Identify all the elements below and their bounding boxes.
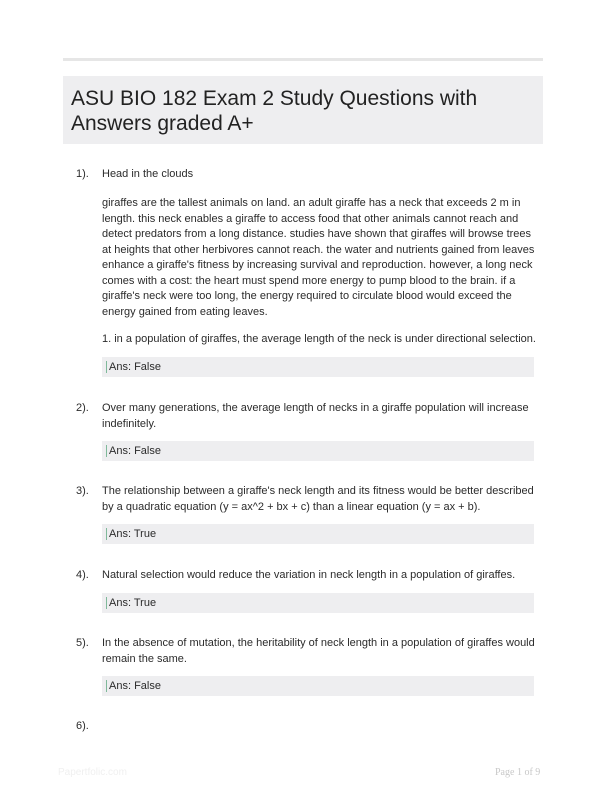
- title-banner: [63, 76, 543, 144]
- question-statement: Natural selection would reduce the variation in neck length in a population of giraffes.: [102, 569, 516, 581]
- answer-text: Ans: True: [109, 597, 157, 609]
- question-statement: Over many generations, the average length of necks in a giraffe population will increase indefinitely.: [102, 402, 529, 430]
- answer-text: Ans: False: [109, 361, 161, 373]
- answer-text: Ans: True: [109, 528, 157, 540]
- answer-box-2: [102, 441, 534, 461]
- question-number: 3).: [76, 485, 89, 497]
- question-statement: 1. in a population of giraffes, the average length of the neck is under directional selection.: [102, 333, 536, 345]
- answer-text: Ans: False: [109, 445, 161, 457]
- question-number: 2).: [76, 402, 89, 414]
- question-passage: giraffes are the tallest animals on land. an adult giraffe has a neck that exceeds 2 m in length. this neck enables a giraffe to access food that other animals cannot reach and detect predators from a long distance. studies have shown that giraffes will browse trees at heights that other herbivores cannot reach. the water and nutrients gained from leaves enhance a giraffe's fitness by increasing survival and reproduction. however, a long neck comes with a cost: the heart must spend more energy to pump blood to the brain. if a giraffe's neck were too long, the energy required to circulate blood would exceed the energy gained from eating leaves.: [102, 197, 535, 318]
- answer-box-4: [102, 593, 534, 613]
- question-number: 5).: [76, 637, 89, 649]
- footer-watermark: Papertfolic.com: [58, 767, 127, 778]
- page-indicator: Page 1 of 9: [495, 767, 541, 778]
- question-heading: Head in the clouds: [102, 168, 194, 180]
- question-statement: In the absence of mutation, the heritability of neck length in a population of giraffes would remain the same.: [102, 637, 535, 665]
- document-title: ASU BIO 182 Exam 2 Study Questions with Answers graded A+: [71, 87, 478, 135]
- question-number: 1).: [76, 168, 89, 180]
- answer-box-1: [102, 357, 534, 377]
- answer-text: Ans: False: [109, 680, 161, 692]
- question-statement: The relationship between a giraffe's neck length and its fitness would be better described by a quadratic equation (y = ax^2 + bx + c) than a linear equation (y = ax + b).: [102, 485, 534, 513]
- question-number: 4).: [76, 569, 89, 581]
- answer-box-3: [102, 524, 534, 544]
- top-divider: [63, 58, 543, 61]
- answer-box-5: [102, 676, 534, 696]
- question-number: 6).: [76, 720, 89, 732]
